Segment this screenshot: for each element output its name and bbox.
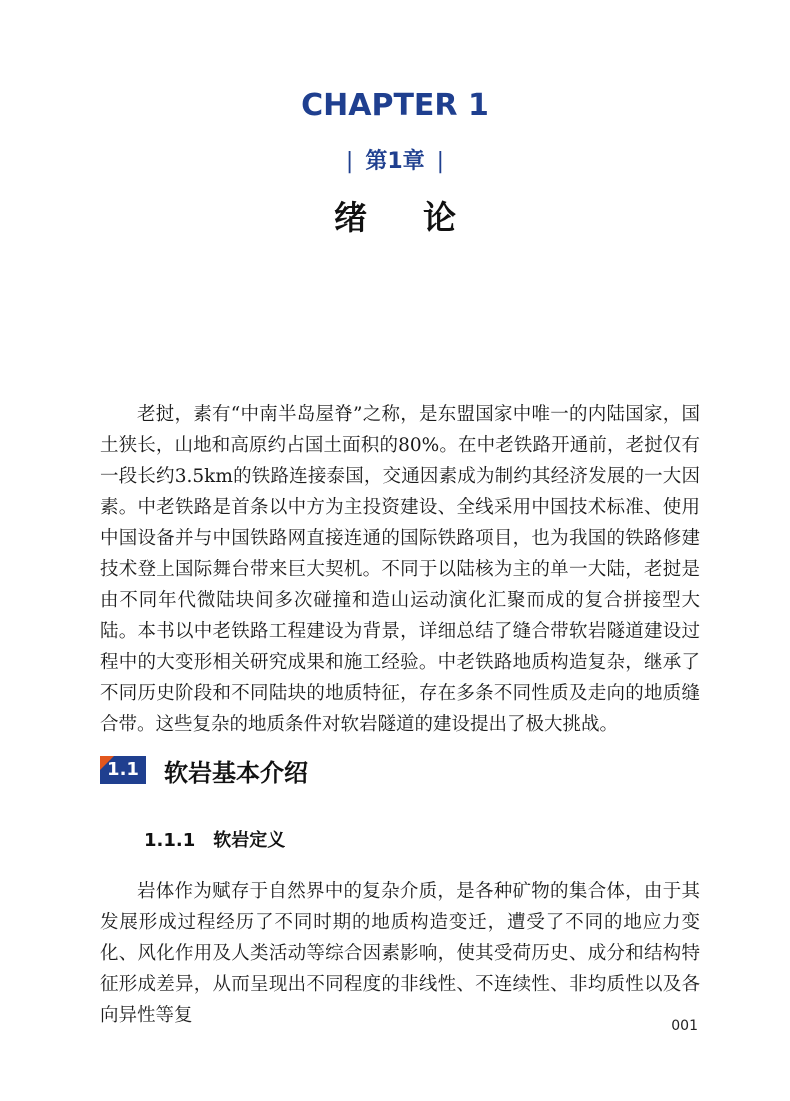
chapter-bar-left: |: [345, 149, 354, 174]
chapter-label-cn: 第1章: [365, 149, 425, 174]
subsection-number: 1.1.1: [144, 830, 196, 851]
subsection-heading: [144, 826, 285, 852]
section-number: 1.1: [107, 759, 139, 780]
page-number: 001: [671, 1018, 698, 1034]
body-paragraph-1: 老挝，素有“中南半岛屋脊”之称，是东盟国家中唯一的内陆国家，国土狭长，山地和高原约占国土面积的80%。在中老铁路开通前，老挝仅有一段长约3.5km的铁路连接泰国，交通因素成为制约其经济发展的一大因素。中老铁路是首条以中方为主投资建设、全线采用中国技术标准、使用中国设备并与中国铁路网直接连通的国际铁路项目，也为我国的铁路修建技术登上国际舞台带来巨大契机。不同于以陆核为主的单一大陆，老挝是由不同年代微陆块间多次碰撞和造山运动演化汇聚而成的复合拼接型大陆。本书以中老铁路工程建设为背景，详细总结了缝合带软岩隧道建设过程中的大变形相关研究成果和施工经验。中老铁路地质构造复杂，继承了不同历史阶段和不同陆块的地质特征，存在多条不同性质及走向的地质缝合带。这些复杂的地质条件对软岩隧道的建设提出了极大挑战。: [100, 404, 700, 735]
subsection-title: 软岩定义: [213, 830, 286, 851]
body-paragraph-2: 岩体作为赋存于自然界中的复杂介质，是各种矿物的集合体，由于其发展形成过程经历了不同时期的地质构造变迁，遭受了不同的地应力变化、风化作用及人类活动等综合因素影响，使其受荷历史、成分和结构特征形成差异，从而呈现出不同程度的非线性、不连续性、非均质性以及各向异性等复: [100, 881, 700, 1026]
chapter-label-cn-row: [0, 144, 790, 175]
section-number-badge: [100, 756, 146, 784]
chapter-label-en: CHAPTER 1: [301, 88, 489, 123]
section-title: 软岩基本介绍: [164, 758, 308, 787]
chapter-bar-right: |: [436, 149, 445, 174]
chapter-title: 绪论: [334, 198, 512, 237]
section-heading: [100, 752, 308, 788]
